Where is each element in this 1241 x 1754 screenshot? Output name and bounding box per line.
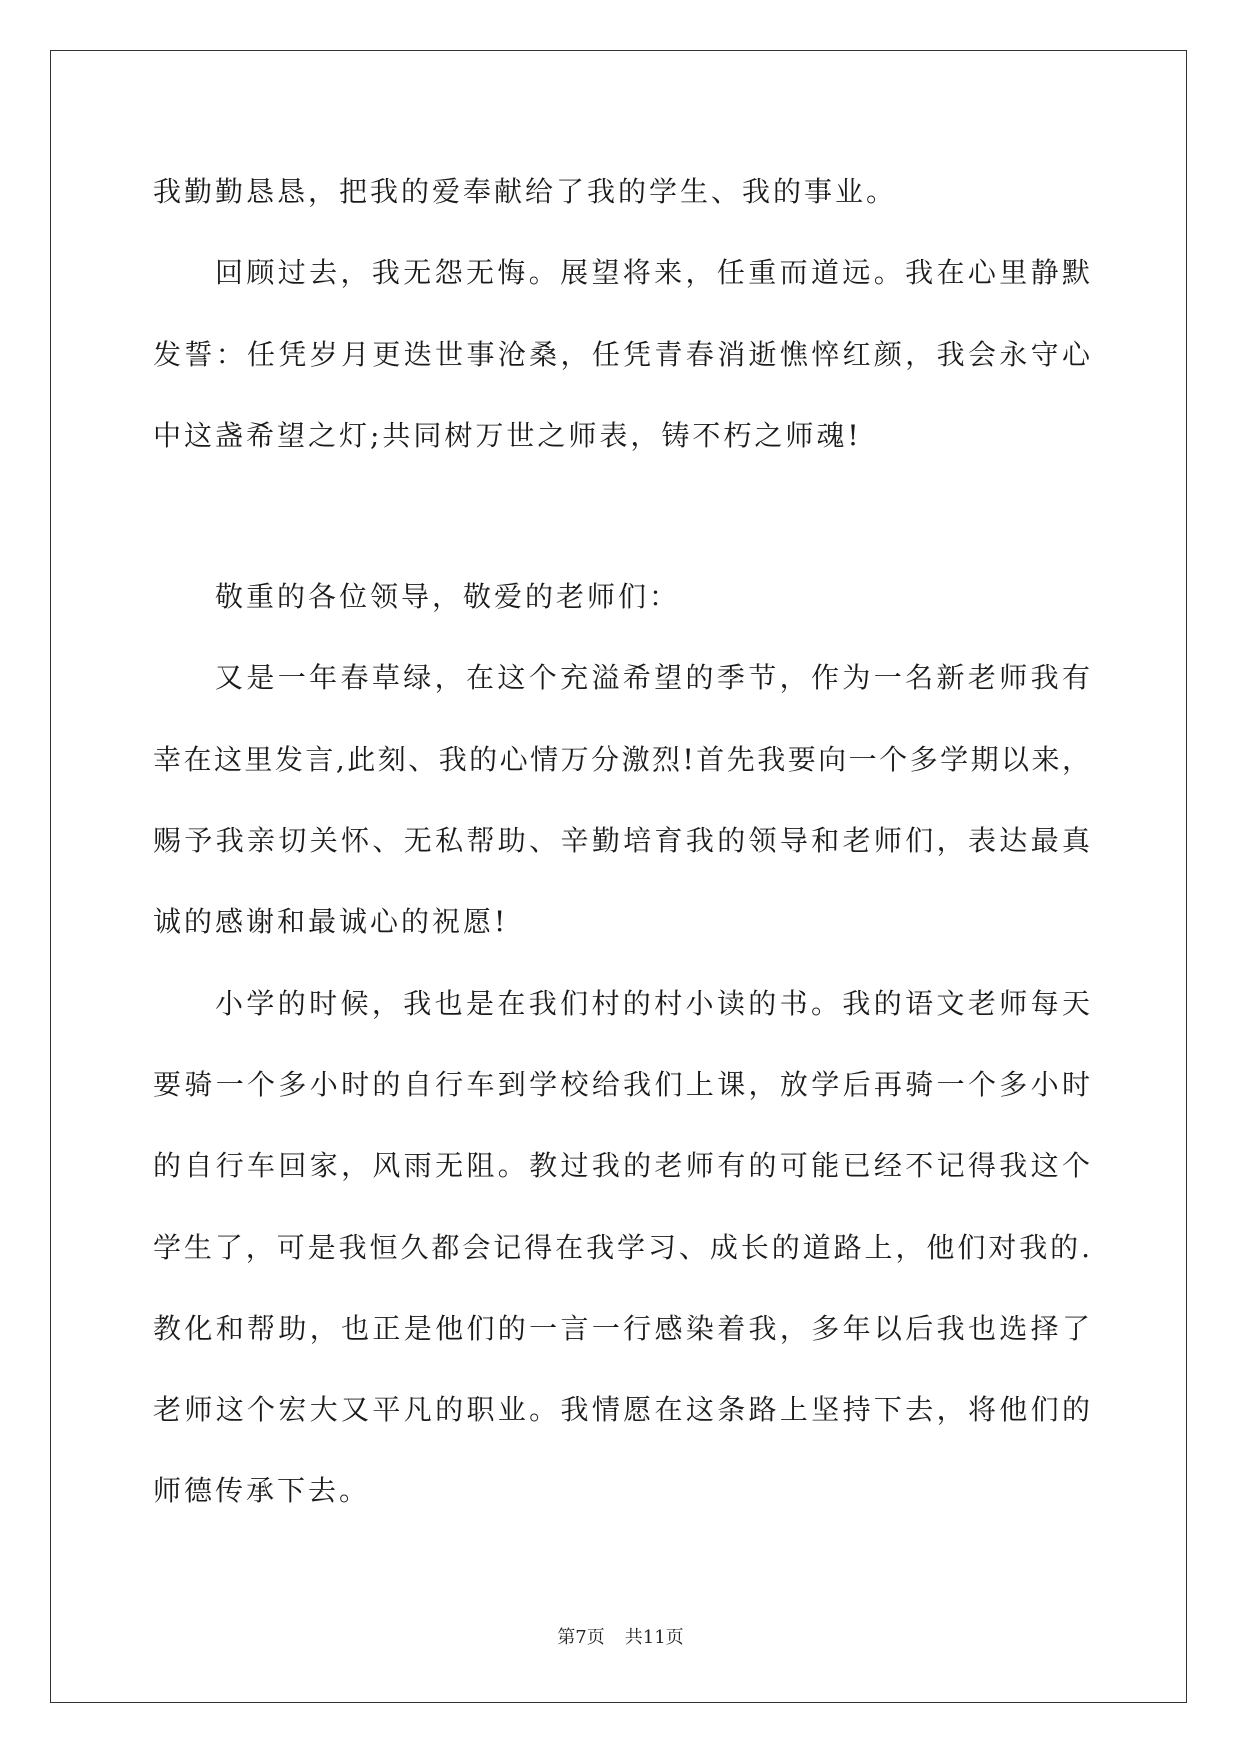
text-line: 小学的时候，我也是在我们村的村小读的书。我的语文老师每天 [215, 986, 1090, 1020]
paragraph-childhood [153, 963, 1090, 1532]
text-line: 的自行车回家，风雨无阻。教过我的老师有的可能已经不记得我这个 [153, 1149, 1090, 1183]
text-line: 幸在这里发言,此刻、我的心情万分激烈!首先我要向一个多学期以来， [153, 742, 1090, 776]
paragraph-reflection [153, 232, 1090, 476]
text-line: 回顾过去，我无怨无悔。展望将来，任重而道远。我在心里静默 [215, 256, 1090, 290]
document-body [153, 151, 1090, 1532]
text-line: 诚的感谢和最诚心的祝愿! [153, 905, 509, 939]
text-line: 中这盏希望之灯;共同树万世之师表，铸不朽之师魂! [153, 418, 862, 452]
text-line: 要骑一个多小时的自行车到学校给我们上课，放学后再骑一个多小时 [153, 1067, 1090, 1101]
text-line: 我勤勤恳恳，把我的爱奉献给了我的学生、我的事业。 [153, 175, 898, 208]
text-line: 赐予我亲切关怀、无私帮助、辛勤培育我的领导和老师们，表达最真 [153, 824, 1090, 858]
text-line: 老师这个宏大又平凡的职业。我情愿在这条路上坚持下去，将他们的 [153, 1393, 1090, 1427]
paragraph-opening [153, 637, 1090, 962]
paragraph-continued [153, 151, 1090, 232]
page-number: 第7页 [557, 1627, 605, 1648]
text-line: 学生了，可是我恒久都会记得在我学习、成长的道路上，他们对我的. [153, 1230, 1090, 1264]
text-line: 教化和帮助，也正是他们的一言一行感染着我，多年以后我也选择了 [153, 1311, 1090, 1345]
page-total: 共11页 [624, 1627, 684, 1648]
paragraph-salutation [153, 556, 1090, 637]
text-line: 发誓：任凭岁月更迭世事沧桑，任凭青春消逝憔悴红颜，我会永守心 [153, 337, 1090, 371]
page-footer [0, 1624, 1241, 1652]
text-line: 师德传承下去。 [153, 1474, 371, 1508]
text-line: 敬重的各位领导，敬爱的老师们： [215, 580, 681, 614]
text-line: 又是一年春草绿，在这个充溢希望的季节，作为一名新老师我有 [215, 661, 1090, 695]
